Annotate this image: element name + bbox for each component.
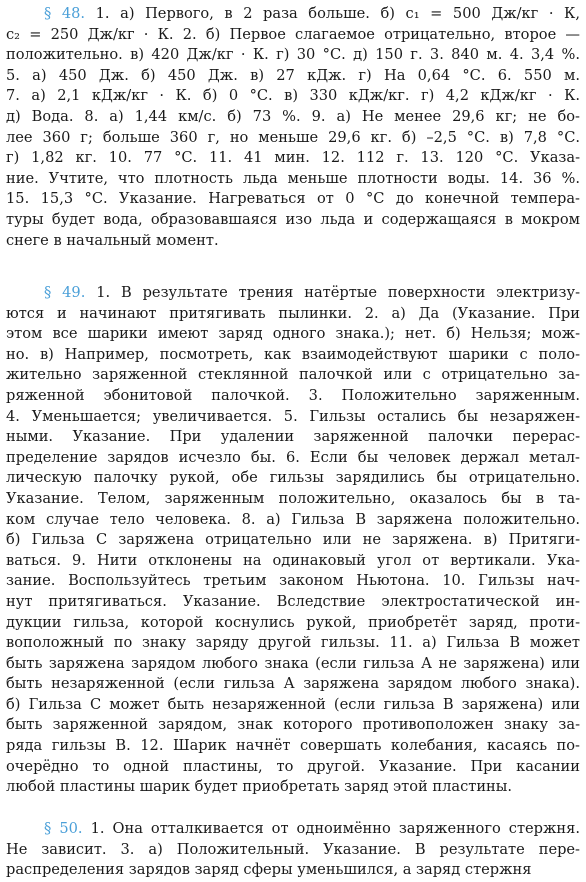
answer-line xyxy=(6,427,580,448)
answer-text: быть незаряженной (если гильза А заряжена зарядом любого знака). xyxy=(6,675,580,693)
answer-text: 1. В результате трения натёртые поверхности электризу- xyxy=(96,284,580,301)
answer-line xyxy=(6,613,580,634)
answer-line xyxy=(6,777,580,798)
answer-line xyxy=(6,592,580,613)
answer-line xyxy=(6,189,580,210)
answer-line xyxy=(6,736,580,757)
answer-line xyxy=(6,654,580,675)
answer-line xyxy=(6,468,580,489)
answer-text: но. в) Например, посмотреть, как взаимодействуют шарики с поло- xyxy=(6,345,580,363)
answer-line xyxy=(6,819,580,840)
answer-line xyxy=(6,757,580,778)
answer-text: ются и начинают притягивать пылинки. 2. а) Да (Указание. При xyxy=(6,304,580,322)
answer-line xyxy=(6,840,580,861)
answer-line xyxy=(6,365,580,386)
section-50 xyxy=(6,819,580,881)
answer-text: 7. а) 2,1 кДж/кг · К. б) 0 °С. в) 330 кДж/кг. г) 4,2 кДж/кг · К. xyxy=(6,87,580,105)
answer-line xyxy=(6,304,580,325)
answer-text: д) Вода. 8. а) 1,44 км/с. б) 73 %. 9. а) Не менее 29,6 кг; не бо- xyxy=(6,107,580,125)
answer-line xyxy=(6,283,580,304)
answer-text: 1. а) Первого, в 2 раза больше. б) c₁ = 500 Дж/кг · К, xyxy=(95,5,580,22)
answer-text: зание. Воспользуйтесь третьим законом Ньютона. 10. Гильзы нач- xyxy=(6,572,580,590)
answer-text: лее 360 г; больше 360 г, но меньше 29,6 кг. б) –2,5 °С. в) 7,8 °С. xyxy=(6,128,580,146)
section-48 xyxy=(6,4,580,251)
answer-line xyxy=(6,169,580,190)
answer-line xyxy=(6,715,580,736)
answer-line xyxy=(6,571,580,592)
answer-text: дукции гильза, которой коснулись рукой, приобретёт заряд, проти- xyxy=(6,613,580,631)
answer-text: туры будет вода, образовавшаяся изо льда и содержащаяся в мокром xyxy=(6,210,580,228)
answer-line xyxy=(6,210,580,231)
section-number: § 50. xyxy=(44,820,83,837)
answer-line xyxy=(6,4,580,25)
answer-text: любой пластины шарик будет приобретать заряд этой пластины. xyxy=(6,778,513,796)
answer-text: 5. а) 450 Дж. б) 450 Дж. в) 27 кДж. г) На 0,64 °С. 6. 550 м. xyxy=(6,66,580,84)
answer-line xyxy=(6,107,580,128)
answer-line xyxy=(6,695,580,716)
answer-text: 1. Она отталкивается от одноимённо заряженного стержня. xyxy=(90,820,580,837)
answer-text: c₂ = 250 Дж/кг · К. 2. б) Первое слагаемое отрицательно, второе — xyxy=(6,25,580,43)
answer-text: 4. Уменьшается; увеличивается. 5. Гильзы остались бы незаряжен- xyxy=(6,407,580,425)
answer-text: 15. 15,3 °С. Указание. Нагреваться от 0 °С до конечной темпера- xyxy=(6,190,580,208)
answer-text: Не зависит. 3. а) Положительный. Указание. В результате пере- xyxy=(6,840,580,858)
answer-line xyxy=(6,530,580,551)
answer-line xyxy=(6,66,580,87)
answer-line xyxy=(6,407,580,428)
answer-text: ряда гильзы В. 12. Шарик начнёт совершать колебания, касаясь по- xyxy=(6,737,580,755)
answer-text: нут притягиваться. Указание. Вследствие электростатической ин- xyxy=(6,592,580,610)
answer-text: ком случае тело человека. 8. а) Гильза В заряжена положительно. xyxy=(6,510,580,528)
answer-text: б) Гильза С может быть незаряженной (если гильза В заряжена) или xyxy=(6,695,580,713)
answer-text: воположный по знаку заряду другой гильзы. 11. а) Гильза В может xyxy=(6,634,580,652)
answer-line xyxy=(6,25,580,46)
answer-text: ряженной эбонитовой палочкой. 3. Положительно заряженным. xyxy=(6,386,580,404)
answer-text: быть заряжена зарядом любого знака (если гильза А не заряжена) или xyxy=(6,654,580,672)
answer-line xyxy=(6,674,580,695)
answer-text: ными. Указание. При удалении заряженной палочки перерас- xyxy=(6,428,580,446)
answer-line xyxy=(6,148,580,169)
answer-line xyxy=(6,448,580,469)
answer-text: жительно заряженной стеклянной палочкой или с отрицательно за- xyxy=(6,366,580,384)
answer-line xyxy=(6,231,580,252)
section-number: § 49. xyxy=(44,284,86,301)
section-number: § 48. xyxy=(44,5,86,22)
answer-line xyxy=(6,489,580,510)
answer-line xyxy=(6,345,580,366)
answer-text: очерёдно то одной пластины, то другой. Указание. При касании xyxy=(6,757,580,775)
answer-text: ваться. 9. Нити отклонены на одинаковый угол от вертикали. Ука- xyxy=(6,551,580,569)
answer-line xyxy=(6,324,580,345)
answer-text: положительно. в) 420 Дж/кг · К. г) 30 °С. д) 150 г. 3. 840 м. 4. 3,4 %. xyxy=(6,46,580,64)
answer-line xyxy=(6,45,580,66)
answer-text: лическую палочку рукой, обе гильзы зарядились бы отрицательно. xyxy=(6,469,580,487)
answer-text: ние. Учтите, что плотность льда меньше плотности воды. 14. 36 %. xyxy=(6,169,580,187)
answer-text: пределение зарядов исчезло бы. 6. Если бы человек держал метал- xyxy=(6,448,580,466)
answer-line xyxy=(6,386,580,407)
answer-text: б) Гильза С заряжена отрицательно или не заряжена. в) Притяги- xyxy=(6,531,580,549)
answer-text: быть заряженной зарядом, знак которого противоположен знаку за- xyxy=(6,716,580,734)
answer-line xyxy=(6,633,580,654)
answer-line xyxy=(6,86,580,107)
section-49 xyxy=(6,283,580,798)
answer-line xyxy=(6,551,580,572)
answer-line xyxy=(6,128,580,149)
answer-line xyxy=(6,510,580,531)
answer-text: Указание. Телом, заряженным положительно, оказалось бы в та- xyxy=(6,489,580,507)
answer-text: снеге в начальный момент. xyxy=(6,231,219,249)
answer-line xyxy=(6,860,580,881)
answer-text: г) 1,82 кг. 10. 77 °С. 11. 41 мин. 12. 112 г. 13. 120 °С. Указа- xyxy=(6,149,580,167)
answer-text: этом все шарики имеют заряд одного знака.); нет. б) Нельзя; мож- xyxy=(6,325,580,343)
answer-text: распределения зарядов заряд сферы уменьшился, а заряд стержня xyxy=(6,861,532,879)
